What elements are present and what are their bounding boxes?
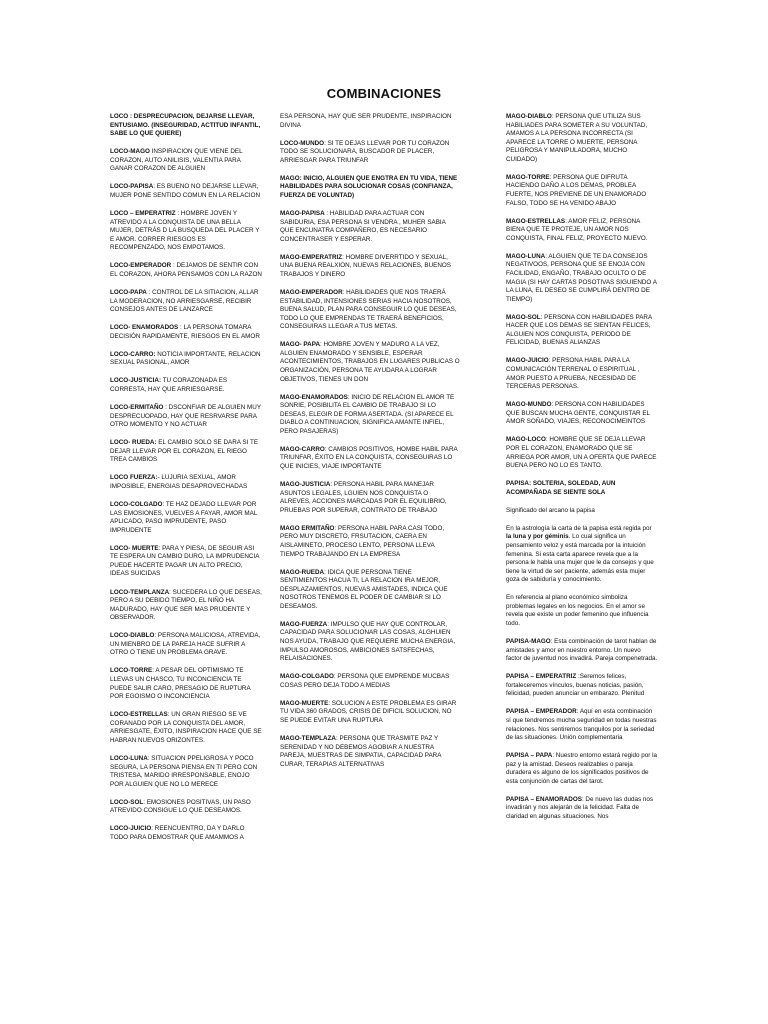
paragraph-text: En referencia al plano económico simboliza problemas legales en los negocios. En el amor se revela que existe un poder femenino que influencia todo. bbox=[506, 594, 649, 627]
paragraph-text: :Seremos felices, fortaleceremos vínculos, buenas noticias, pasión, felicidad, pueden anunciar un embarazo. Plenitud bbox=[506, 673, 645, 698]
combination-meaning: : PERSONA HABIL PARA MANEJAR ASUNTOS LEGALES, LGUIEN NOS CONQUISTA O ALREVES, ACCIONES MARCADAS POR EL EQUILIBRIO, PRUEBAS POR SUPERAR, CONTRATO DE TRABAJO bbox=[280, 481, 447, 514]
combination-entry bbox=[110, 711, 262, 745]
combination-entry bbox=[280, 735, 460, 769]
combination-meaning: TU CORAZONADA ES CORRESTA, HAY QUE ARRIESGARSE. bbox=[110, 377, 228, 393]
combination-entry bbox=[280, 481, 460, 515]
combination-name: LOCO- RUEDA: bbox=[110, 439, 157, 447]
paragraph-highlight: la luna y por géminis bbox=[506, 533, 569, 541]
paragraph bbox=[506, 525, 658, 585]
combination-entry bbox=[280, 673, 460, 690]
paragraph-highlight: PAPISA – PAPA bbox=[506, 752, 553, 760]
combination-entry bbox=[506, 357, 658, 391]
combination-entry bbox=[280, 446, 460, 472]
paragraph-highlight: PAPISA-MAGO bbox=[506, 638, 551, 645]
combination-meaning: : PERSONA QUE TRASMITE PAZ Y SERENIDAD Y NO DEBEMOS AGOBIAR A NUESTRA PAREJA, MUESTRAS DE SIMPATIA, CAPACIDAD PARA CURAR, TERAPIAS ALTERNATIVAS bbox=[280, 735, 442, 768]
combination-name: MAGO-ENAMORADOS bbox=[280, 393, 348, 401]
combination-name: LOCO-CARRO: bbox=[110, 350, 156, 358]
combination-name: LOCO-PAPA bbox=[110, 288, 147, 296]
combination-name: LOCO- MUERTE bbox=[110, 544, 159, 552]
combination-meaning: : A PESAR DEL OPTIMISMO TE LLEVAS UN CHASCO, TU INCONCIENCIA TE PUEDE SALIR CARO, PRESAGIO DE RUPTURA POR EGOISMO O INCONCIENCIA bbox=[110, 667, 251, 701]
combination-entry bbox=[110, 113, 262, 139]
paragraph-text: : Nuestro entorno estará regido por la paz y la amistad. Deseos realizables o pareja duradera es alguno de los significados positivos de esta conjunción de cartas del tarot. bbox=[506, 752, 657, 785]
combination-meaning: : TE HAZ DEJADO LLEVAR POR LAS EMOSIONES, VUELVES A FAYAR, AMOR MAL APLICADO, PASO IMPRUDENTE, PASO IMPRUDENTE bbox=[110, 501, 258, 534]
combination-name: MAGO-SOL bbox=[506, 313, 541, 321]
combination-name: LOCO- ENAMORADOS bbox=[110, 324, 179, 332]
combination-meaning: : SOLUCION A ESTE PROBLEMA ES GIRAR TU VIDA 360 GRADOS, CRISIS DE DIFICIL SOLUCION, NO SE PUEDE EVITAR UNA RUPTURA bbox=[280, 699, 457, 724]
combination-entry bbox=[110, 589, 262, 623]
combination-name: LOCO-TORRE bbox=[110, 667, 153, 675]
column-3 bbox=[506, 113, 658, 831]
combination-entry bbox=[506, 174, 658, 208]
combination-meaning: : CONTROL DE LA SITIACION, ALLAR LA MODERACION, NO ARRIESGARSE, RECIBIR CONSEJOS ANTES DE LANZARCE bbox=[110, 288, 259, 314]
combination-meaning: : SITUACION PPELIGROSA Y POCO SEGURA, LA PERSONA PIENSA EN TI PERO CON TRISTESA, MARIDO IRRESPONSABLE, ENOJO POR ALGUIEN QUE NO LO MERECE bbox=[110, 754, 258, 788]
paragraph-text: : Esta combinación de tarot hablan de amistades y amor en nuestro entorno. Un nuevo factor de juventud nos invadirá. Pareja compenetrada. bbox=[506, 638, 658, 663]
combination-entry bbox=[280, 525, 460, 559]
combination-meaning: : HOMBRE JOVEN Y MADURO A LA VEZ, ALGUIEN ENAMORADO Y SENSIBLE, ESPERAR ACONTECIMIENTOS, TRABAJOS EN LUGARES PUBLICAS O ORGANIZACIÓN, PERSONA TE AYUDARA A LOGRAR OBJETIVOS, TIENES UN DON bbox=[280, 341, 460, 383]
combination-name: MAGO-RUEDA bbox=[280, 568, 325, 576]
paragraph-highlight: PAPISA – EMPERADOR bbox=[506, 708, 577, 716]
paragraph-text: . Lo cual significa un pensamiento veloz y está marcada por la intuición femenina. Si esta carta aparece revela que a la persona le habla una mujer que le da consejos y que tiene la virtud de ser paciente, además esta mujer goza de sabiduría y conocimiento. bbox=[506, 533, 654, 584]
combination-name: MAGO-CARRO bbox=[280, 445, 325, 453]
combination-meaning: : PERSONA HABIL PARA LA COMUNICACIÓN TERRENAL O ESPIRITUAL , AMOR PUESTO A PRUEBA, NECESIDAD DE TERCERAS PERSONAS. bbox=[506, 357, 640, 391]
combination-entry bbox=[280, 254, 460, 280]
combination-entry bbox=[110, 351, 262, 368]
combination-entry bbox=[110, 501, 262, 535]
combination-name: MAGO-FUERZA bbox=[280, 620, 328, 628]
combination-meaning: : HABILIDAD PARA ACTUAR CON SABIDURIA, ESA PERSONA SI VENDRA , MUHER SABIA QUE ENCUNATRA COMPAÑERO, ES NECESARIO CONCENTRASER Y ESPERAR. bbox=[280, 210, 446, 243]
combination-entry bbox=[506, 253, 658, 304]
paragraph bbox=[506, 673, 658, 699]
combination-name: LOCO FUERZA: bbox=[110, 474, 158, 482]
combination-meaning: : REENCUENTRO, DA Y DARLO TODO PARA DEMOSTRAR QUE AMAMMOS A bbox=[110, 825, 245, 841]
combination-meaning: NOTICIA IMPORTANTE, RELACION SEXUAL PASIONAL, AMOR bbox=[110, 350, 261, 367]
combination-name: LOCO-PAPISA bbox=[110, 183, 154, 191]
combination-meaning: : PERSONA HABIL PARA CASI TODO, PERO MUY DISCRETO, FRSUTACION, CAERA EN AISLAMINETO, PROCESO LENTO, PERSONA LLEVA TIEMPO TRABAJANDO EN LA EMPRESA bbox=[280, 524, 445, 558]
combination-meaning: - LUJURIA SEXUAL, AMOR IMPOSIBLE, ENERGIAS DESAPROVECHADAS bbox=[110, 474, 248, 490]
combination-meaning: : ALGUIEN QUE TE DA CONSEJOS NEGATIVOOS, PERSONA QUE SE ENOJA CON FACILIDAD, ENGAÑO, TRABAJO OCULTO O DE MAGIA (SI HAY CARTAS POSOTIVAS SIGUIENDO A LA LUNA, EL DESEO SE CUMPLIRÁ DENTRO DE TIEMPO) bbox=[506, 252, 657, 303]
combination-entry bbox=[110, 632, 262, 658]
combination-entry bbox=[110, 404, 262, 430]
combination-name: LOCO-MUNDO bbox=[280, 139, 325, 147]
combination-entry bbox=[110, 825, 262, 842]
combination-name: LOCO-ERMITAÑO bbox=[110, 404, 164, 411]
combination-name: MAGO-ESTRELLAS bbox=[506, 217, 566, 225]
combination-name: PAPISA: SOLTERIA, SOLEDAD, AUN ACOMPAÑADA SE SIENTE SOLA bbox=[506, 480, 616, 496]
paragraph bbox=[506, 752, 658, 786]
combination-meaning: : IDICA QUE PERSONA TIENE SENTIMIENTOS HACUA TI, LA RELACION IRA MEJOR, DESPLAZAMIENTOS, NUEVAS AMISTADES, INDICA QUE NOSOTROS TENEMOS EL PODER DE CAMBIAR SI LO DESEAMOS. bbox=[280, 568, 448, 610]
combination-meaning: : SUCEDERA LO QUE DESEAS, PERO A SU DEBIDO TIEMPO, EL NIÑO HA MADURADO, HAY QUE SER MAS PRUDENTE Y OBSERVADOR. bbox=[110, 588, 262, 622]
combination-entry bbox=[506, 436, 658, 470]
combination-meaning: : DEJAMOS DE SENTIR CON EL CORAZON, AHORA PENSAMOS CON LA RAZON bbox=[110, 262, 262, 278]
combination-meaning: : HABILIDADES QUE NOS TRAERÁ ESTABILIDAD, INTENSIONES SERIAS HACIA NOSOTROS, BUENA SALUD, PLAN PARA CONSEGUIR LO QUE DESEAS, TODO LO QUE EMPRENDAS TE TRAERÁ BENEFICIOS, CONSEGUIRAS LLEGAR A TUS METAS. bbox=[280, 288, 457, 331]
combination-name: MAGO-MUERTE bbox=[280, 699, 329, 707]
combination-entry bbox=[280, 394, 460, 437]
combination-name: MAGO- PAPA bbox=[280, 341, 320, 349]
combination-name: MAGO-COLGADO bbox=[280, 673, 334, 681]
combination-name: LOCO-EMPERADOR bbox=[110, 262, 172, 270]
combination-name: LOCO-JUSTICIA: bbox=[110, 377, 162, 385]
combination-meaning: : HOMBRE JOVEN Y ATREVIDO A LA CONQUISTA DE UNA BELLA MUJER, DETRÁS D LA BUSQUEDA DEL PLACER Y E AMOR. CORRER RIESGOS ES RECOMPENZADO, NOS EMPOTAMOS. bbox=[110, 210, 260, 252]
combination-entry bbox=[280, 175, 460, 201]
combination-entry bbox=[110, 474, 262, 491]
combination-entry bbox=[280, 289, 460, 332]
combination-meaning: : HOMBRE QUE SE DEJA LLEVAR POR EL CORAZON, ENAMORADO QUE SE ARRIEGA POR AMOR, UN A OFERTA QUE PARECE BUENA PERO NO LO ES TANTO. bbox=[506, 436, 657, 470]
combination-entry bbox=[280, 140, 460, 166]
combination-meaning: : PERSONA QUE UTILIZA SUS HABILIADES PARA SOMETER A SU VOLUNTAD, AMAMOS A LA PERSONA INCORRECTA (SI APARECE LA TORRE O MUERTE, PERSONA PELIGROSA Y MANIPULADORA, MUCHO CUIDADO) bbox=[506, 113, 648, 163]
combination-entry bbox=[280, 700, 460, 726]
combination-entry bbox=[110, 799, 262, 816]
combination-entry bbox=[110, 148, 262, 174]
combination-name: MAGO-TEMPLAZA bbox=[280, 735, 336, 742]
combination-name: LOCO-COLGADO bbox=[110, 501, 163, 508]
combination-name: LOCO-JUICIO bbox=[110, 825, 152, 833]
combination-name: LOCO-MAGO bbox=[110, 148, 150, 156]
combination-entry bbox=[110, 262, 262, 279]
combination-entry bbox=[110, 667, 262, 701]
combination-name: MAGO-TORRE bbox=[506, 173, 550, 181]
combination-entry bbox=[280, 341, 460, 384]
combination-meaning: INSPIRACION QUE VIENE DEL CORAZON, AUTO ANILISIS, VALENTIA PARA GANAR CORAZON DE ALGUIEN bbox=[110, 148, 243, 173]
combination-name: LOCO-TEMPLANZA bbox=[110, 588, 170, 596]
combination-name: LOCO-LUNA bbox=[110, 754, 148, 762]
column-2 bbox=[280, 113, 460, 779]
combination-entry bbox=[280, 621, 460, 664]
paragraph-text: : De nuevo las dudas nos invadirán y nos alejarán de la felicidad. Falta de claridad en algunas situaciones. Nos bbox=[506, 795, 653, 820]
combination-meaning: : EMOSIONES POSITIVAS, UN PASO ATREVIDO CONSIGUE LO QUE DESEAMOS. bbox=[110, 798, 251, 815]
combination-name: MAGO ERMITAÑO bbox=[280, 524, 335, 532]
combination-entry bbox=[280, 569, 460, 612]
combination-name: LOCO-SOL bbox=[110, 798, 144, 806]
combination-entry bbox=[110, 439, 262, 465]
column-1 bbox=[110, 113, 262, 852]
combination-entry bbox=[506, 113, 658, 164]
column-3-lower bbox=[506, 507, 658, 822]
combination-entry bbox=[110, 545, 262, 579]
combination-entry bbox=[110, 755, 262, 789]
combination-name: MAGO-MUNDO bbox=[506, 401, 552, 409]
combination-name: MAGO-LUNA bbox=[506, 252, 546, 260]
combination-meaning: : ES BUENO NO DEJARSE LLEVAR, MUJER PONE SENTIDO COMUN EN LA RELACION bbox=[110, 183, 261, 199]
combination-name: MAGO-LOCO bbox=[506, 436, 546, 444]
combination-name: LOCO – EMPERATRIZ bbox=[110, 210, 176, 217]
combination-meaning: : PERSONA CON HABILIDADES QUE BUSCAN MUCHA GENTE, CONQUISTAR EL AMOR SOÑADO, VIAJES, RECONOCIMEINTOS bbox=[506, 401, 650, 426]
combination-meaning: : IMPULSO QUE HAY QUE CONTROLAR, CAPACIDAD PARA SOLUCIONAR LAS COSAS, ALGHUIEN NOS AYUDA, TRABAJO QUE REQUIERE MUCHA ENERGIA, IMPULSO AMOROSOS, AMBICIONES SATSFECHAS, RELAISACIONES. bbox=[280, 620, 456, 663]
paragraph-text: : Aquí en esta combinación sí que tendremos mucha seguridad en todas nuestras relaciones. Nos sentiremos tranquilos por la seriedad de las situaciones. Unión complementaria bbox=[506, 708, 657, 742]
combination-entry bbox=[110, 289, 262, 315]
paragraph bbox=[506, 507, 658, 516]
combination-meaning: ESA PERSONA, HAY QUE SER PRUDENTE, INSPIRACION DIVINA bbox=[280, 113, 452, 129]
combination-meaning: : INICIO DE RELACION EL AMOR TE SONRIE, POSIBILITA EL CAMBIO DE TRABAJO SI LO DESEAS, ELEGIR DE FORMA ASERTADA. (SI APARECE EL DIABLO A CONTINUACION, SIGNIFICA AMANTE INFIEL, PERO PASAJERAS) bbox=[280, 393, 455, 435]
paragraph-text: En la astrología la carta de la papisa está regida por bbox=[506, 524, 652, 532]
combination-name: MAGO: INICIO, ALGUIEN QUE ENGTRA EN TU VIDA, TIENE HABILIDADES PARA SOLUCIONAR COSAS (CONFIANZA, FUERZA DE VOLUNTAD) bbox=[280, 174, 458, 199]
combination-entry bbox=[110, 324, 262, 341]
combination-entry bbox=[110, 377, 262, 394]
combination-meaning: : PERSONA QUE DIFRUTA HACIENDO DAÑO A LOS DEMAS, PROBLEA FUERTE, NOS PREVIENE DE UN ENAMORADO FALSO, TODO SE HA VENIDO ABAJO bbox=[506, 173, 647, 207]
combination-name: MAGO-PAPISA bbox=[280, 210, 325, 217]
combination-meaning: : PERSONA MALICIOSA, ATREVIDA, UN MIENBRO DE LA PAREJA HACE SUFRIR A OTRO O TIENE UN PROBLEMA GRAVE. bbox=[110, 632, 261, 657]
combination-meaning: : LA PERSONA TOMARA DECISIÓN RAPIDAMENTE, RIESGOS EN EL AMOR bbox=[110, 324, 260, 340]
combination-entry bbox=[506, 401, 658, 427]
combination-entry bbox=[280, 210, 460, 244]
paragraph bbox=[506, 638, 658, 664]
combination-meaning: : UN GRAN RIESGO SE VE CORANADO POR LA CONQUISTA DEL AMOR, ARRIESGATE, ÉXITO, INSPIRACION HACE QUE SE HABRAN NUEVOS ORIZONTES. bbox=[110, 711, 262, 744]
combination-entry bbox=[506, 218, 658, 244]
paragraph-highlight: PAPISA – ENAMORADOS bbox=[506, 795, 582, 803]
combination-name: MAGO-EMPERATRIZ bbox=[280, 253, 343, 261]
page-title: COMBINACIONES bbox=[326, 86, 442, 101]
combination-entry bbox=[506, 314, 658, 348]
combination-meaning: : SI TE DEJAS LLEVAR POR TU CORAZON TODO SE SOLUCIONARA, BUSCADOR DE PLACER, ARRIESGAR PARA TRIUNFAR bbox=[280, 139, 450, 164]
combination-name: LOCO-ESTRELLAS bbox=[110, 711, 168, 719]
combination-meaning: EL CAMBIO SOLO SE DARA SI TE DEJAR LLEVAR POR EL CORAZON, EL RIEGO TREA CAMBIOS bbox=[110, 439, 259, 464]
combination-entry bbox=[280, 113, 460, 130]
combination-meaning: : CAMBIOS POSITIVOS, HOMBE HABIL PARA TRIUNFAR, ÉXITO EN LA CONQUISTA, CONSEGUIRAS LO QUE INICIES, VIAJE IMPORTANTE bbox=[280, 445, 458, 470]
combination-entry bbox=[110, 210, 262, 253]
combination-meaning: : PERSONA QUE EMPRENDE MUCBAS COSAS PERO DEJA TODO A MEDIAS bbox=[280, 673, 450, 689]
combination-meaning: : DSCONFIAR DE ALGUIEN MUY DESPRECUOPADO, HAY QUE RESRVARSE PARA OTRO MOMENTO Y NO ACTUAR bbox=[110, 404, 261, 429]
combination-name: MAGO-JUSTICIA bbox=[280, 481, 331, 489]
combination-name: MAGO-JUICIO bbox=[506, 357, 549, 365]
combination-entry bbox=[506, 480, 658, 497]
combination-name: LOCO-DIABLO bbox=[110, 632, 155, 640]
combination-name: LOCO : DESPRECUPACION, DEJARSE LLEVAR, ENTUSIAMO. (INSEGURIDAD, ACTITUD INFANTIL, SABE LO QUE QUIERE) bbox=[110, 113, 261, 138]
combination-meaning: : PARA Y PIESA, DE SEGUIR ASI TE ESPERA UN CAMBIO DURO, LA IMPRUDENCIA PUEDE HACERTE PAGAR UN ALTO PRECIO, IDEAS SUICIDAS bbox=[110, 544, 260, 578]
paragraph-text: Significado del arcano la papisa bbox=[506, 506, 595, 514]
paragraph bbox=[506, 594, 658, 628]
combination-meaning: : AMOR FELIZ, PERSONA BIENA QUE TE PROTEJE, UN AMOR NOS CONQUISTA, FINAL FELIZ, PROYECTO NUEVO. bbox=[506, 217, 648, 242]
combination-name: MAGO-EMPERADOR bbox=[280, 288, 343, 296]
combination-entry bbox=[110, 183, 262, 200]
combination-meaning: : PERSONA CON HABILIDADES PARA HACER QUE LOS DEMAS SE SIENTAN FELICES, ALGUIEN NOS CONQUISTA, PERIODO DE FELICIDAD, BUENAS ALIANZAS bbox=[506, 313, 652, 347]
paragraph-highlight: PAPISA – EMPERATRIZ bbox=[506, 673, 577, 681]
combination-meaning: : HOMBRE DIVERRTIDO Y SEXUAL, UNA BUENA REALXION, NUEVAS RELACIONES, BUENOS TRABAJOS Y DINERO bbox=[280, 253, 451, 278]
paragraph bbox=[506, 708, 658, 742]
paragraph bbox=[506, 796, 658, 822]
column-3-upper bbox=[506, 113, 658, 497]
combination-name: MAGO-DIABLO bbox=[506, 113, 552, 120]
